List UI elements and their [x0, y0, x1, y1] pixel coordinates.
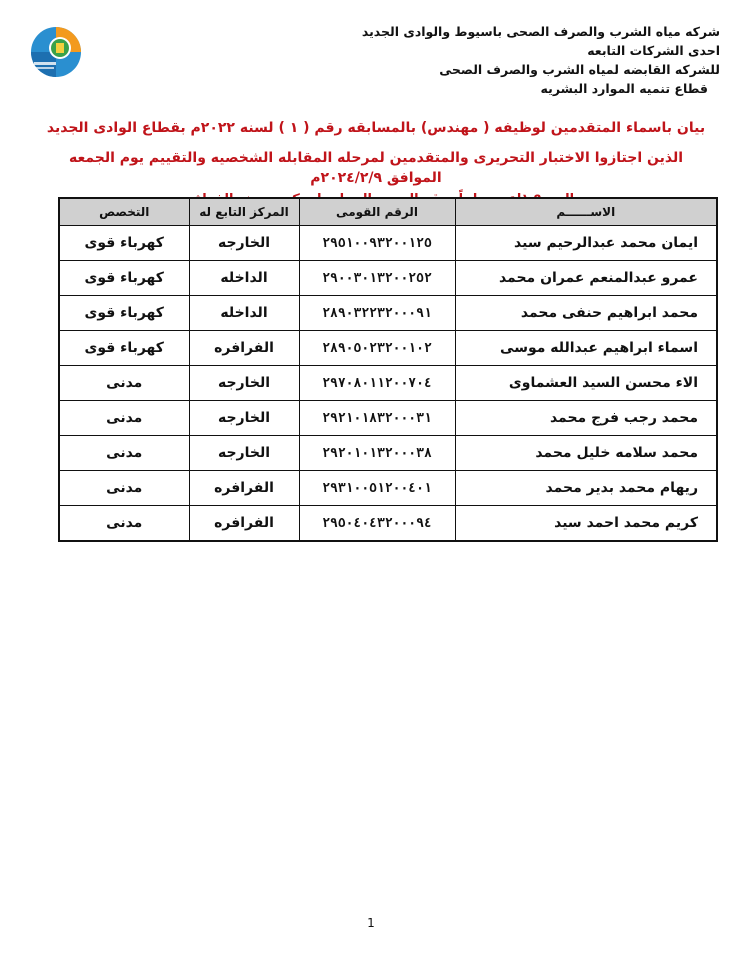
header-line-sector: قطاع تنميه الموارد البشريه	[540, 81, 708, 96]
cell-name: محمد سلامه خليل محمد	[455, 436, 717, 471]
table-row	[59, 261, 717, 296]
cell-specialty: مدنى	[59, 366, 189, 401]
cell-name: عمرو عبدالمنعم عمران محمد	[455, 261, 717, 296]
table-header-row	[59, 198, 717, 226]
cell-center: الفرافره	[189, 506, 299, 542]
cell-center: الفرافره	[189, 471, 299, 506]
cell-national-id: ٢٩٥٠٤٠٤٣٢٠٠٠٩٤	[299, 506, 455, 542]
cell-specialty: مدنى	[59, 401, 189, 436]
cell-national-id: ٢٩٣١٠٠٥١٢٠٠٤٠١	[299, 471, 455, 506]
column-header-specialty: التخصص	[59, 198, 189, 226]
header-line-holding: للشركه القابضه لمياه الشرب والصرف الصحى	[439, 62, 720, 77]
column-header-name: الاســــــم	[455, 198, 717, 226]
header-line-affiliate: احدى الشركات التابعه	[587, 43, 720, 58]
table-row	[59, 401, 717, 436]
title-line-1: بيان باسماء المتقدمين لوظيفه ( مهندس) بالمسابقه رقم ( ١ ) لسنه ٢٠٢٢م بقطاع الوادى الجديد	[46, 120, 706, 136]
cell-specialty: كهرباء قوى	[59, 261, 189, 296]
candidates-table	[58, 197, 718, 542]
cell-name: اسماء ابراهيم عبدالله موسى	[455, 331, 717, 366]
cell-center: الخارجه	[189, 366, 299, 401]
table-row	[59, 226, 717, 261]
cell-specialty: كهرباء قوى	[59, 226, 189, 261]
cell-center: الداخله	[189, 261, 299, 296]
title-line-2: الذين اجتازوا الاختبار التحريرى والمتقدمين لمرحله المقابله الشخصيه والتقييم يوم الجمعه الموافق ٢٠٢٤/٢/٩م	[68, 150, 684, 186]
cell-center: الفرافره	[189, 331, 299, 366]
cell-center: الخارجه	[189, 401, 299, 436]
table-row	[59, 436, 717, 471]
company-header	[362, 22, 720, 98]
table-row	[59, 366, 717, 401]
table-row	[59, 296, 717, 331]
cell-specialty: مدنى	[59, 436, 189, 471]
header-line-company: شركه مياه الشرب والصرف الصحى باسيوط والوادى الجديد	[361, 24, 720, 39]
cell-specialty: مدنى	[59, 471, 189, 506]
cell-name: الاء محسن السيد العشماوى	[455, 366, 717, 401]
cell-national-id: ٢٩٥١٠٠٩٣٢٠٠١٢٥	[299, 226, 455, 261]
cell-center: الخارجه	[189, 226, 299, 261]
company-logo-icon	[30, 26, 82, 78]
cell-name: كريم محمد احمد سيد	[455, 506, 717, 542]
cell-specialty: كهرباء قوى	[59, 296, 189, 331]
cell-center: الداخله	[189, 296, 299, 331]
cell-national-id: ٢٨٩٠٥٠٢٣٢٠٠١٠٢	[299, 331, 455, 366]
cell-specialty: مدنى	[59, 506, 189, 542]
cell-center: الخارجه	[189, 436, 299, 471]
cell-national-id: ٢٩٠٠٣٠١٣٢٠٠٢٥٢	[299, 261, 455, 296]
cell-specialty: كهرباء قوى	[59, 331, 189, 366]
column-header-center: المركز التابع له	[189, 198, 299, 226]
table-row	[59, 331, 717, 366]
cell-national-id: ٢٨٩٠٣٢٢٣٢٠٠٠٩١	[299, 296, 455, 331]
table-row	[59, 506, 717, 542]
cell-national-id: ٢٩٢٠١٠١٣٢٠٠٠٣٨	[299, 436, 455, 471]
table-row	[59, 471, 717, 506]
column-header-national-id: الرقم القومى	[299, 198, 455, 226]
cell-name: ريهام محمد بدير محمد	[455, 471, 717, 506]
page-number: 1	[367, 916, 375, 930]
cell-name: ايمان محمد عبدالرحيم سيد	[455, 226, 717, 261]
cell-name: محمد ابراهيم حنفى محمد	[455, 296, 717, 331]
cell-name: محمد رجب فرج محمد	[455, 401, 717, 436]
cell-national-id: ٢٩٧٠٨٠١١٢٠٠٧٠٤	[299, 366, 455, 401]
cell-national-id: ٢٩٢١٠١٨٣٢٠٠٠٣١	[299, 401, 455, 436]
